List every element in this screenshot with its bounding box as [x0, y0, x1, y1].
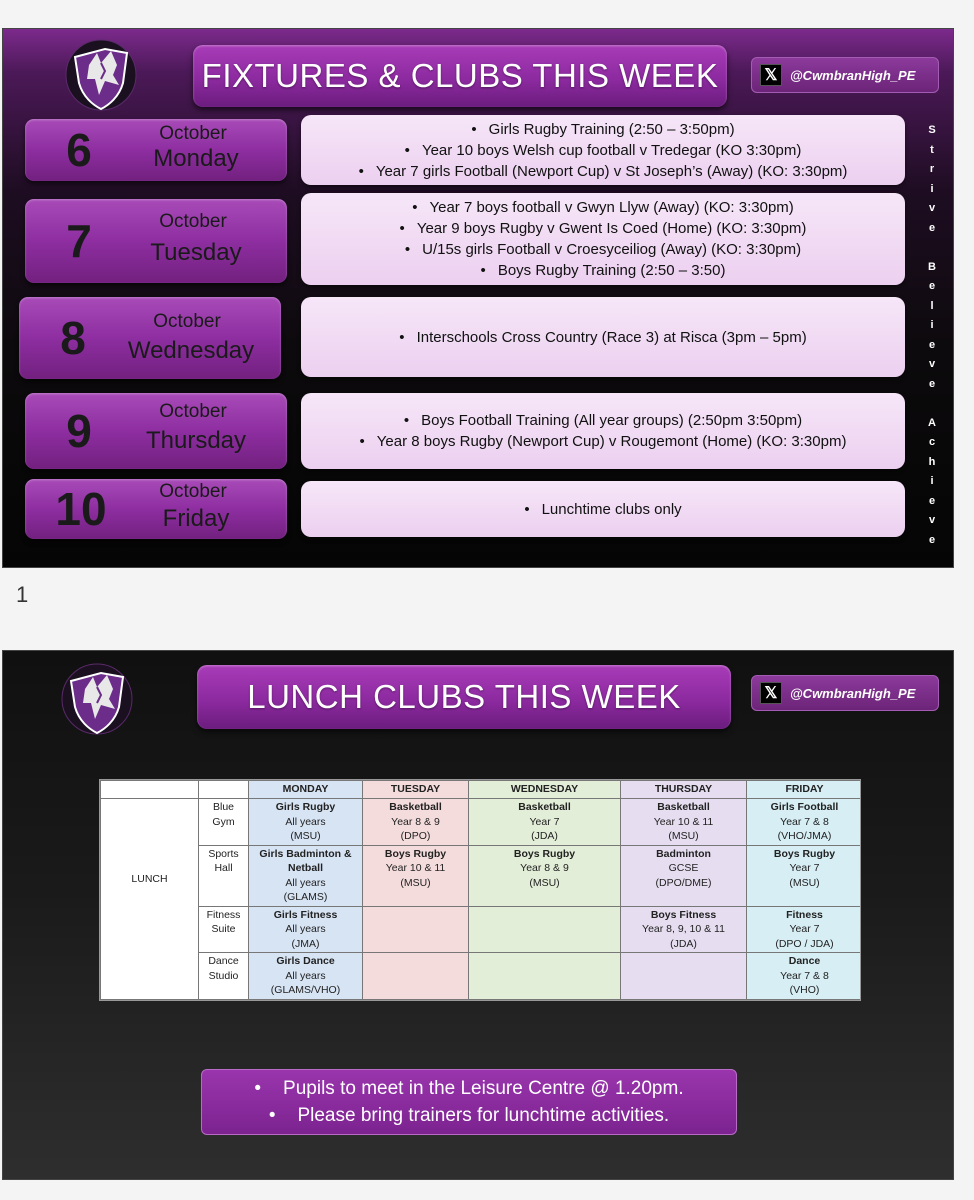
venue-cell: Sports Hall — [199, 845, 249, 906]
activity-name: Girls Rugby — [275, 801, 336, 813]
activity-detail: Year 8 & 9 — [391, 815, 440, 828]
activity-staff: (DPO / JDA) — [775, 937, 834, 950]
table-cell — [621, 799, 747, 846]
table-header-row — [101, 781, 862, 799]
day-month: October — [159, 401, 227, 422]
motto-vertical-text — [925, 121, 939, 550]
day-box-thursday — [25, 393, 287, 469]
day-box-monday — [25, 119, 287, 181]
activity-detail: Year 7 — [789, 923, 820, 935]
venue-cell: Dance Studio — [199, 953, 249, 1000]
fixture-item: • Year 8 boys Rugby (Newport Cup) v Rougemont (Home) (KO: 3:30pm) — [360, 431, 847, 452]
fixture-item: • Year 7 girls Football (Newport Cup) v St Joseph’s (Away) (KO: 3:30pm) — [359, 161, 848, 182]
motto-letter: i — [930, 319, 934, 331]
twitter-handle-badge[interactable] — [751, 57, 939, 93]
day-number: 10 — [55, 483, 107, 535]
motto-letter: l — [930, 299, 934, 312]
fixture-item: • Boys Rugby Training (2:50 – 3:50) — [481, 260, 726, 281]
activity-name: Basketball — [389, 801, 442, 813]
activity-staff: (DPO) — [400, 830, 431, 842]
activity-name: Fitness — [786, 908, 823, 921]
fixtures-tuesday — [301, 193, 905, 285]
activity-detail: All years — [285, 969, 326, 982]
column-header: TUESDAY — [363, 781, 469, 799]
fixture-item: • Lunchtime clubs only — [524, 499, 681, 520]
activity-detail: All years — [285, 876, 326, 889]
motto-letter: i — [930, 475, 934, 487]
school-logo-wolf-icon — [65, 35, 137, 115]
motto-letter: h — [928, 455, 936, 468]
table-cell-empty — [363, 906, 469, 953]
motto-letter: r — [929, 163, 935, 175]
motto-letter: v — [928, 514, 936, 526]
day-name: Monday — [153, 145, 239, 172]
motto-letter: c — [928, 436, 936, 448]
activity-staff: (JDA) — [670, 937, 697, 950]
activity-detail: Year 10 & 11 — [653, 815, 714, 828]
lunch-table — [100, 780, 861, 1000]
motto-letter: e — [928, 494, 936, 507]
activity-detail: Year 10 & 11 — [385, 862, 446, 874]
column-header: WEDNESDAY — [469, 781, 621, 799]
table-cell-empty — [469, 906, 621, 953]
day-name: Wednesday — [127, 337, 255, 364]
day-name: Tuesday — [150, 239, 242, 266]
table-cell-empty — [363, 953, 469, 1000]
day-box-wednesday — [19, 297, 281, 379]
motto-letter: e — [928, 221, 936, 234]
activity-detail: Year 8, 9, 10 & 11 — [642, 923, 725, 935]
activity-staff: (VHO/JMA) — [777, 830, 832, 842]
day-number: 8 — [60, 312, 86, 364]
activity-name: Girls Fitness — [273, 908, 338, 921]
day-month: October — [159, 123, 227, 144]
page-number: 1 — [16, 582, 29, 607]
activity-name: Basketball — [657, 801, 710, 813]
activity-detail: Year 8 & 9 — [520, 862, 569, 874]
activity-name: Boys Fitness — [650, 908, 717, 921]
social-handle-text: @CwmbranHigh_PE — [790, 67, 916, 83]
fixtures-friday — [301, 481, 905, 537]
activity-staff: (MSU) — [400, 876, 431, 889]
table-cell — [249, 845, 363, 906]
social-handle-text: @CwmbranHigh_PE — [790, 685, 916, 701]
activity-staff: (GLAMS) — [283, 891, 328, 903]
motto-letter: e — [928, 533, 936, 546]
fixtures-wednesday — [301, 297, 905, 377]
table-cell — [469, 845, 621, 906]
motto-letter: i — [930, 182, 934, 195]
table-cell-empty — [621, 953, 747, 1000]
x-logo-icon: 𝕏 — [760, 64, 782, 86]
column-header: MONDAY — [249, 781, 363, 799]
table-cell — [747, 799, 862, 846]
fixture-item: • Boys Football Training (All year groups) (2:50pm 3:50pm) — [404, 410, 802, 431]
day-box-friday — [25, 479, 287, 539]
motto-letter: v — [928, 358, 936, 370]
activity-name: Girls Dance — [276, 955, 335, 967]
motto-letter: A — [928, 416, 936, 429]
fixture-item: • Interschools Cross Country (Race 3) at Risca (3pm – 5pm) — [399, 327, 806, 348]
activity-staff: (DPO/DME) — [655, 876, 712, 889]
motto-letter: e — [928, 377, 936, 390]
x-logo-icon: 𝕏 — [760, 682, 782, 704]
activity-staff: (MSU) — [668, 830, 699, 842]
table-cell — [469, 799, 621, 846]
table-cell — [621, 906, 747, 953]
activity-name: Boys Rugby — [773, 847, 836, 860]
lunch-timetable — [99, 779, 861, 1001]
activity-detail: Year 7 — [789, 862, 820, 874]
activity-staff: (MSU) — [529, 876, 560, 889]
table-cell — [621, 845, 747, 906]
fixtures-title: FIXTURES & CLUBS THIS WEEK — [193, 45, 727, 107]
school-logo-wolf-icon — [61, 659, 133, 739]
motto-letter: B — [928, 260, 936, 273]
motto-letter: e — [928, 338, 936, 351]
row-label: LUNCH — [101, 799, 199, 1000]
activity-staff: (MSU) — [789, 876, 820, 889]
day-month: October — [159, 481, 227, 502]
twitter-handle-badge[interactable] — [751, 675, 939, 711]
table-cell — [249, 799, 363, 846]
motto-letter: t — [930, 143, 934, 156]
lunch-clubs-title: LUNCH CLUBS THIS WEEK — [197, 665, 731, 729]
table-row — [101, 953, 862, 1000]
activity-staff: (JMA) — [291, 937, 320, 950]
activity-detail: Year 7 — [529, 815, 560, 828]
activity-name: Badminton — [656, 847, 711, 860]
table-row — [101, 845, 862, 906]
activity-name: Boys Rugby — [384, 847, 447, 860]
table-row — [101, 799, 862, 846]
fixture-item: • Year 7 boys football v Gwyn Llyw (Away) (KO: 3:30pm) — [412, 197, 794, 218]
motto-letter: v — [928, 202, 936, 214]
lunch-clubs-slide — [2, 650, 954, 1180]
fixture-item: • Girls Rugby Training (2:50 – 3:50pm) — [471, 119, 734, 140]
activity-detail: All years — [285, 923, 326, 935]
note-item: • Please bring trainers for lunchtime activities. — [269, 1102, 669, 1129]
motto-letter: S — [928, 124, 936, 136]
activity-name: Boys Rugby — [513, 847, 576, 860]
column-header: THURSDAY — [621, 781, 747, 799]
table-cell — [249, 953, 363, 1000]
table-row — [101, 906, 862, 953]
activity-staff: (GLAMS/VHO) — [270, 984, 341, 996]
fixture-item: • Year 10 boys Welsh cup football v Tredegar (KO 3:30pm) — [405, 140, 802, 161]
fixtures-thursday — [301, 393, 905, 469]
day-name: Thursday — [145, 427, 247, 454]
day-name: Friday — [162, 505, 230, 532]
fixtures-slide — [2, 28, 954, 568]
table-cell — [363, 799, 469, 846]
activity-staff: (JDA) — [531, 830, 558, 842]
table-cell — [747, 845, 862, 906]
table-cell — [747, 906, 862, 953]
table-cell-empty — [469, 953, 621, 1000]
fixture-item: • U/15s girls Football v Croesyceiliog (Away) (KO: 3:30pm) — [405, 239, 801, 260]
table-cell — [249, 906, 363, 953]
activity-name: Dance — [788, 955, 821, 967]
day-box-tuesday — [25, 199, 287, 283]
column-header: FRIDAY — [747, 781, 862, 799]
activity-detail: Year 7 & 8 — [780, 815, 829, 828]
activity-name: Basketball — [518, 801, 571, 813]
activity-detail: All years — [285, 815, 326, 828]
day-number: 9 — [66, 405, 92, 457]
table-cell — [747, 953, 862, 1000]
lunch-notes-box — [201, 1069, 737, 1135]
activity-name: Girls Badminton & Netball — [259, 847, 352, 874]
day-number: 7 — [66, 215, 92, 267]
venue-cell: Blue Gym — [199, 799, 249, 846]
table-cell — [363, 845, 469, 906]
corner-cell — [101, 781, 199, 799]
activity-name: Girls Football — [770, 801, 839, 813]
fixtures-monday — [301, 115, 905, 185]
day-month: October — [153, 311, 221, 332]
venue-cell: Fitness Suite — [199, 906, 249, 953]
fixture-item: • Year 9 boys Rugby v Gwent Is Coed (Home) (KO: 3:30pm) — [400, 218, 807, 239]
activity-staff: (MSU) — [290, 830, 321, 842]
day-month: October — [159, 211, 227, 232]
activity-staff: (VHO) — [789, 984, 820, 996]
activity-detail: GCSE — [668, 862, 699, 874]
motto-letter: e — [928, 280, 936, 292]
venue-header-cell — [199, 781, 249, 799]
day-number: 6 — [66, 124, 92, 176]
note-item: • Pupils to meet in the Leisure Centre @ 1.20pm. — [254, 1075, 683, 1102]
activity-detail: Year 7 & 8 — [780, 969, 829, 982]
